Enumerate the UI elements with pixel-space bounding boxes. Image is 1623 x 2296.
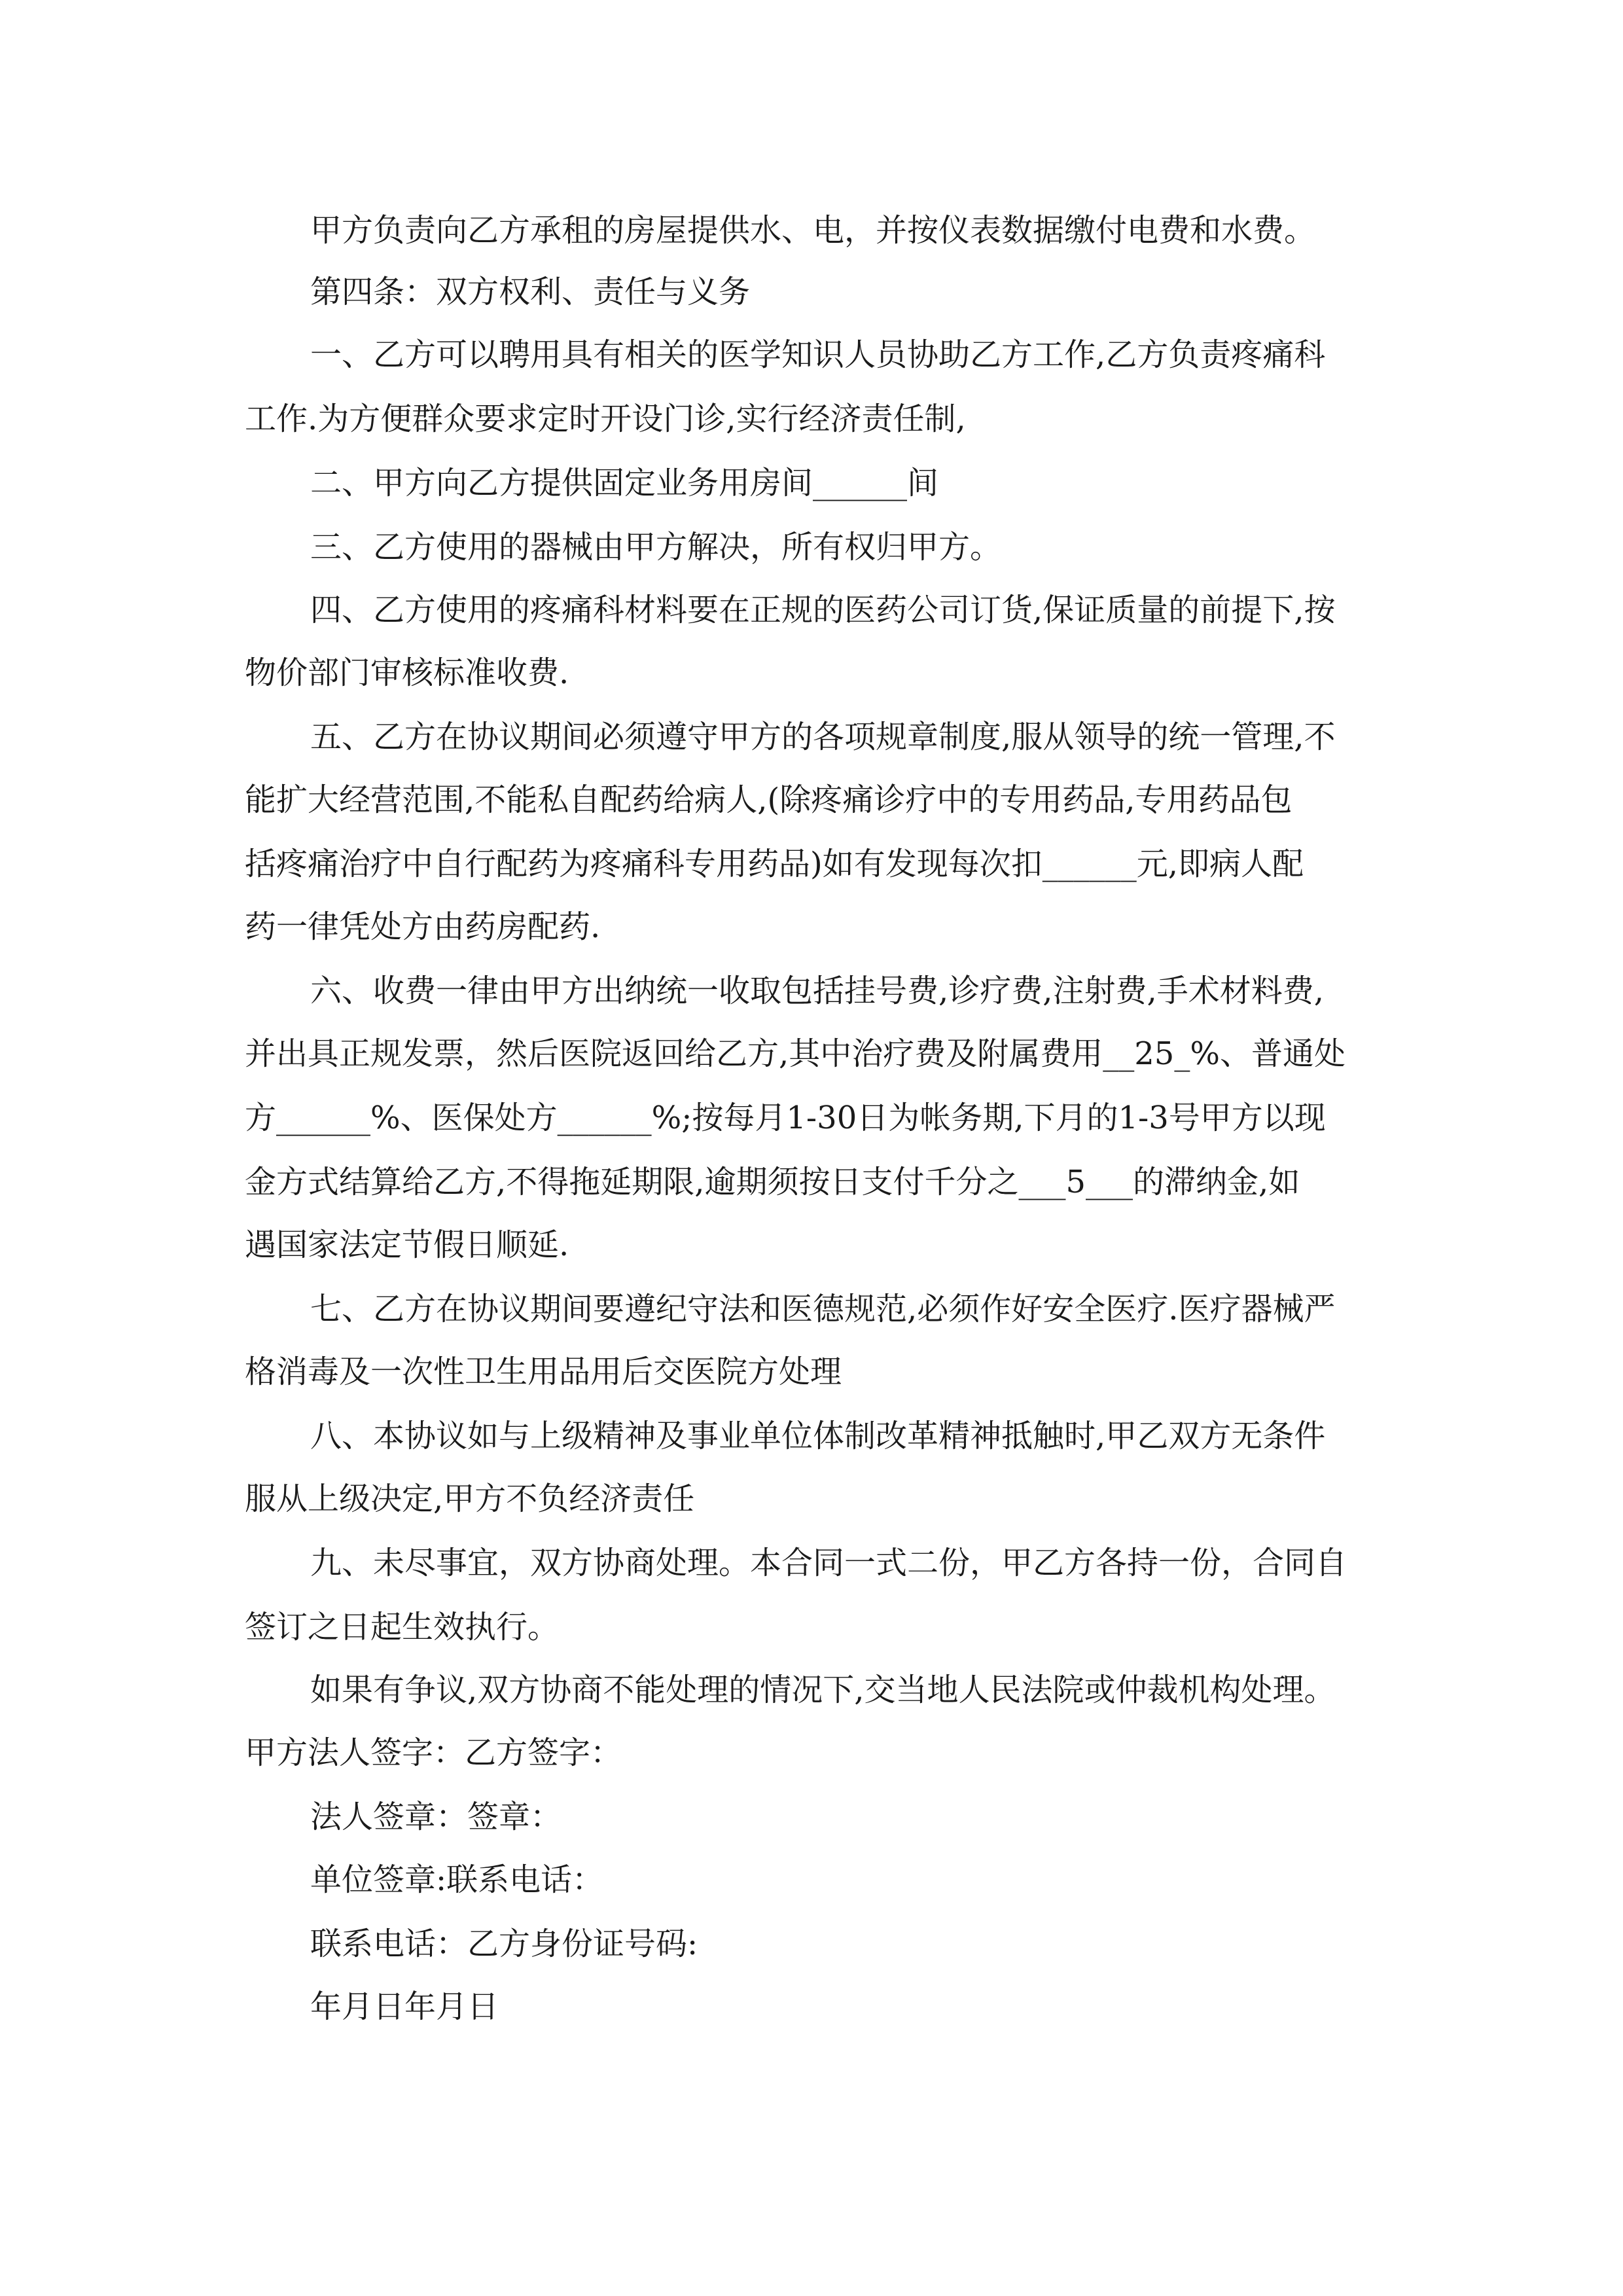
clause-five-line-4: 药一律凭处方由药房配药. xyxy=(245,908,601,945)
clause-one-line-2: 工作.为方便群众要求定时开设门诊,实行经济责任制, xyxy=(245,401,966,437)
clause-eight-line-1: 八、本协议如与上级精神及事业单位体制改革精神抵触时,甲乙双方无条件 xyxy=(310,1418,1326,1454)
clause-five-line-2: 能扩大经营范围,不能私自配药给病人,(除疼痛诊疗中的专用药品,专用药品包 xyxy=(245,781,1293,818)
clause-four-line-1: 四、乙方使用的疼痛科材料要在正规的医药公司订货,保证质量的前提下,按 xyxy=(310,592,1336,628)
clause-two: 二、甲方向乙方提供固定业务用房间______间 xyxy=(310,465,939,501)
section-heading-article-four: 第四条：双方权利、责任与义务 xyxy=(310,274,751,310)
dispute-clause: 如果有争议,双方协商不能处理的情况下,交当地人民法院或仲裁机构处理。 xyxy=(310,1672,1336,1708)
clause-six-line-4: 金方式结算给乙方,不得拖延期限,逾期须按日支付千分之___5___的滞纳金,如 xyxy=(245,1164,1300,1200)
clause-seven-line-2: 格消毒及一次性卫生用品用后交医院方处理 xyxy=(245,1354,842,1390)
clause-three: 三、乙方使用的器械由甲方解决，所有权归甲方。 xyxy=(310,529,1002,565)
clause-six-line-3: 方______%、医保处方______%;按每月1-30日为帐务期,下月的1-3号甲方以现 xyxy=(245,1100,1326,1136)
signature-line-seal: 法人签章：签章： xyxy=(310,1799,562,1835)
clause-five-line-1: 五、乙方在协议期间必须遵守甲方的各项规章制度,服从领导的统一管理,不 xyxy=(310,719,1336,755)
clause-seven-line-1: 七、乙方在协议期间要遵纪守法和医德规范,必须作好安全医疗.医疗器械严 xyxy=(310,1291,1336,1327)
signature-line-dates: 年月日年月日 xyxy=(310,1988,499,2025)
clause-six-line-5: 遇国家法定节假日顺延. xyxy=(245,1227,569,1263)
signature-line-legal-rep: 甲方法人签字：乙方签字： xyxy=(245,1734,622,1771)
signature-line-phone-id: 联系电话：乙方身份证号码: xyxy=(310,1926,698,1962)
clause-six-line-2: 并出具正规发票，然后医院返回给乙方,其中治疗费及附属费用__25_%、普通处 xyxy=(245,1035,1346,1072)
clause-nine-line-1: 九、未尽事宜，双方协商处理。本合同一式二份，甲乙方各持一份，合同自 xyxy=(310,1545,1347,1581)
clause-four-line-2: 物价部门审核标准收费. xyxy=(245,655,569,691)
signature-line-unit-seal: 单位签章:联系电话： xyxy=(310,1861,604,1898)
clause-six-line-1: 六、收费一律由甲方出纳统一收取包括挂号费,诊疗费,注射费,手术材料费, xyxy=(310,973,1325,1009)
clause-nine-line-2: 签订之日起生效执行。 xyxy=(245,1609,560,1645)
clause-one-line-1: 一、乙方可以聘用具有相关的医学知识人员协助乙方工作,乙方负责疼痛科 xyxy=(310,336,1326,373)
paragraph-utilities: 甲方负责向乙方承租的房屋提供水、电，并按仪表数据缴付电费和水费。 xyxy=(310,212,1316,249)
clause-five-line-3: 括疼痛治疗中自行配药为疼痛科专用药品)如有发现每次扣______元,即病人配 xyxy=(245,846,1304,882)
clause-eight-line-2: 服从上级决定,甲方不负经济责任 xyxy=(245,1480,695,1517)
